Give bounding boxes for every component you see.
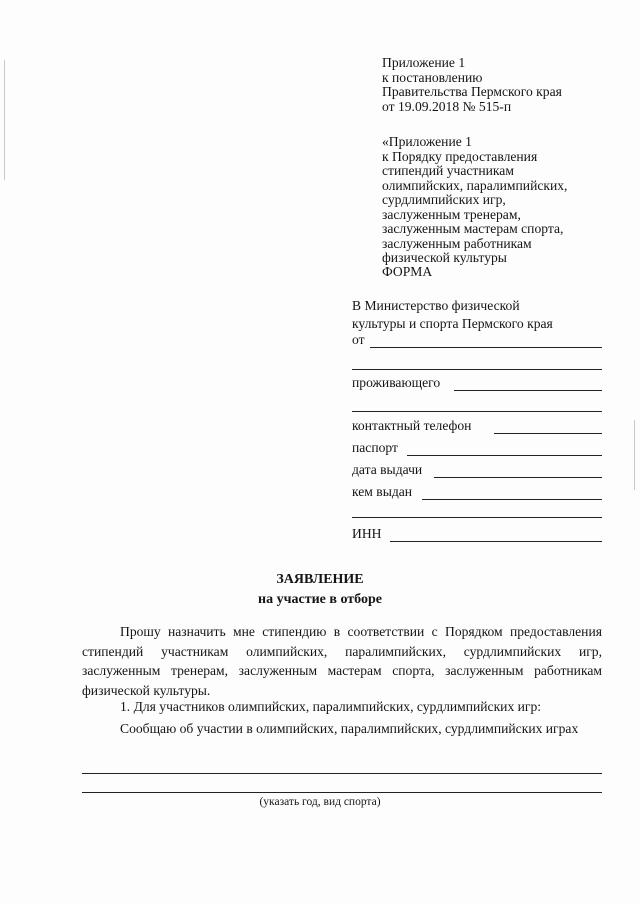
- appendix-quote-line: к Порядку предоставления: [382, 148, 538, 164]
- appendix-quote-line: олимпийских, паралимпийских,: [382, 177, 568, 193]
- issue-date-label: дата выдачи: [352, 462, 423, 477]
- form-label: ФОРМА: [382, 264, 433, 279]
- issue-date-line[interactable]: [434, 477, 602, 478]
- appendix-quote-line: стипендий участникам: [382, 163, 514, 178]
- issued-by-line-2[interactable]: [352, 517, 602, 518]
- appendix-header: [382, 56, 562, 114]
- from-field[interactable]: [352, 330, 602, 348]
- phone-line[interactable]: [494, 433, 602, 434]
- resident-label: проживающего: [352, 375, 441, 390]
- appendix-quote-line: заслуженным работникам: [382, 235, 532, 251]
- passport-label: паспорт: [352, 440, 398, 455]
- inn-label: ИНН: [352, 526, 382, 541]
- fill-caption: (указать год, вид спорта): [259, 796, 381, 808]
- resident-line[interactable]: [454, 390, 602, 391]
- issue-date-field[interactable]: [352, 460, 602, 478]
- scan-edge-right: [634, 420, 635, 490]
- appendix-quote-line: заслуженным мастерам спорта,: [382, 221, 564, 236]
- appendix-line: Правительства Пермского края: [382, 84, 562, 99]
- sport-fill-line[interactable]: [82, 773, 602, 774]
- statement-paragraph-2: Сообщаю об участии в олимпийских, паралимпийских, сурдлимпийских играх: [120, 721, 579, 736]
- addressee-line: В Министерство физической: [352, 298, 520, 313]
- appendix-quote: [382, 135, 567, 266]
- issued-by-label: кем выдан: [352, 484, 413, 499]
- statement-subtitle: на участие в отборе: [258, 592, 382, 607]
- appendix-line: от 19.09.2018 № 515-п: [382, 98, 512, 114]
- issued-by-line[interactable]: [422, 499, 602, 500]
- from-line-2[interactable]: [352, 369, 602, 370]
- passport-field[interactable]: [352, 438, 602, 456]
- appendix-quote-line: «Приложение 1: [382, 134, 472, 149]
- from-line[interactable]: [370, 347, 602, 348]
- inn-line[interactable]: [390, 541, 602, 542]
- sport-fill-line-2[interactable]: [82, 792, 602, 793]
- statement-item: 1. Для участников олимпийских, паралимпийских, сурдлимпийских игр:: [120, 699, 542, 714]
- passport-line[interactable]: [407, 455, 602, 456]
- phone-label: контактный телефон: [352, 418, 472, 433]
- inn-field[interactable]: [352, 524, 602, 542]
- resident-field[interactable]: [352, 373, 602, 391]
- appendix-quote-line: заслуженным тренерам,: [382, 206, 521, 222]
- phone-field[interactable]: [352, 416, 602, 434]
- from-label: от: [352, 332, 365, 347]
- appendix-line: к постановлению: [382, 69, 483, 85]
- issued-by-field[interactable]: [352, 482, 602, 500]
- statement-paragraph: Прошу назначить мне стипендию в соответствии с Порядком предоставления стипендий участникам олимпийских, паралимпийских, сурдлимпийских игр, заслуженным тренерам, заслуженным мастерам спорта, заслуженным работникам физической культуры.: [82, 624, 602, 698]
- appendix-quote-line: физической культуры: [382, 250, 507, 265]
- scan-edge-left: [4, 60, 5, 180]
- appendix-quote-line: сурдлимпийских игр,: [382, 192, 506, 207]
- appendix-line: Приложение 1: [382, 55, 466, 70]
- resident-line-2[interactable]: [352, 411, 602, 412]
- statement-title: ЗАЯВЛЕНИЕ: [276, 572, 364, 587]
- addressee-line: культуры и спорта Пермского края: [352, 316, 553, 331]
